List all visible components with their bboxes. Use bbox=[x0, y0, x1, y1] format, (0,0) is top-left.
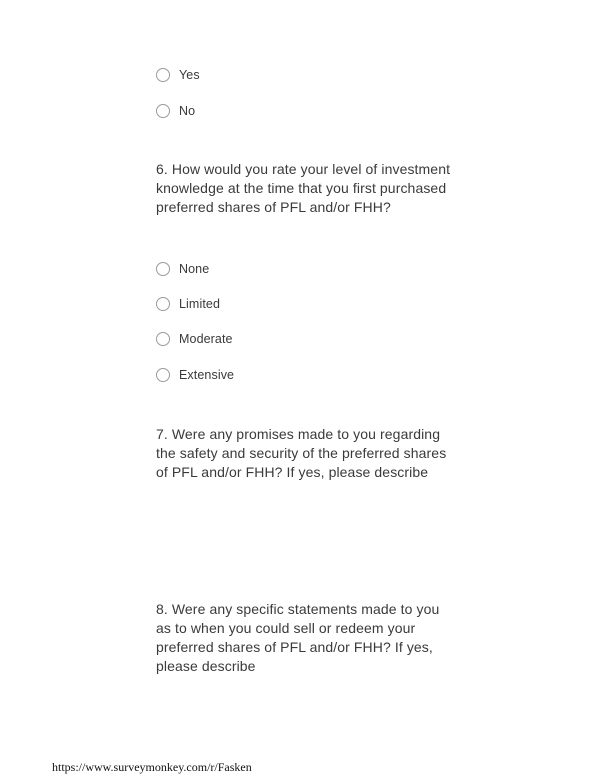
option-label: Limited bbox=[179, 297, 220, 311]
question-6-text: 6. How would you rate your level of investment knowledge at the time that you first purchased preferred shares of PFL and/or FHH? bbox=[156, 161, 451, 215]
q6-option-moderate[interactable] bbox=[156, 330, 233, 348]
radio-button-icon[interactable] bbox=[156, 332, 170, 346]
radio-button-icon[interactable] bbox=[156, 68, 170, 82]
radio-button-icon[interactable] bbox=[156, 368, 170, 382]
question-7-text: 7. Were any promises made to you regarding the safety and security of the preferred shares of PFL and/or FHH? If yes, please describe bbox=[156, 426, 447, 480]
option-label: No bbox=[179, 104, 196, 118]
q6-option-limited[interactable] bbox=[156, 295, 220, 313]
radio-button-icon[interactable] bbox=[156, 297, 170, 311]
option-label: None bbox=[179, 262, 210, 276]
question-8-text: 8. Were any specific statements made to you as to when you could sell or redeem your preferred shares of PFL and/or FHH? If yes, please describe bbox=[156, 601, 440, 674]
q6-option-none[interactable] bbox=[156, 260, 209, 278]
option-label: Moderate bbox=[179, 332, 233, 346]
radio-button-icon[interactable] bbox=[156, 262, 170, 276]
q6-option-extensive[interactable] bbox=[156, 366, 234, 384]
option-label: Extensive bbox=[179, 368, 235, 382]
option-label: Yes bbox=[179, 68, 200, 82]
radio-button-icon[interactable] bbox=[156, 104, 170, 118]
q5-option-yes[interactable] bbox=[156, 66, 200, 84]
footer-url: https://www.surveymonkey.com/r/Fasken bbox=[52, 760, 252, 774]
q5-option-no[interactable] bbox=[156, 102, 195, 120]
